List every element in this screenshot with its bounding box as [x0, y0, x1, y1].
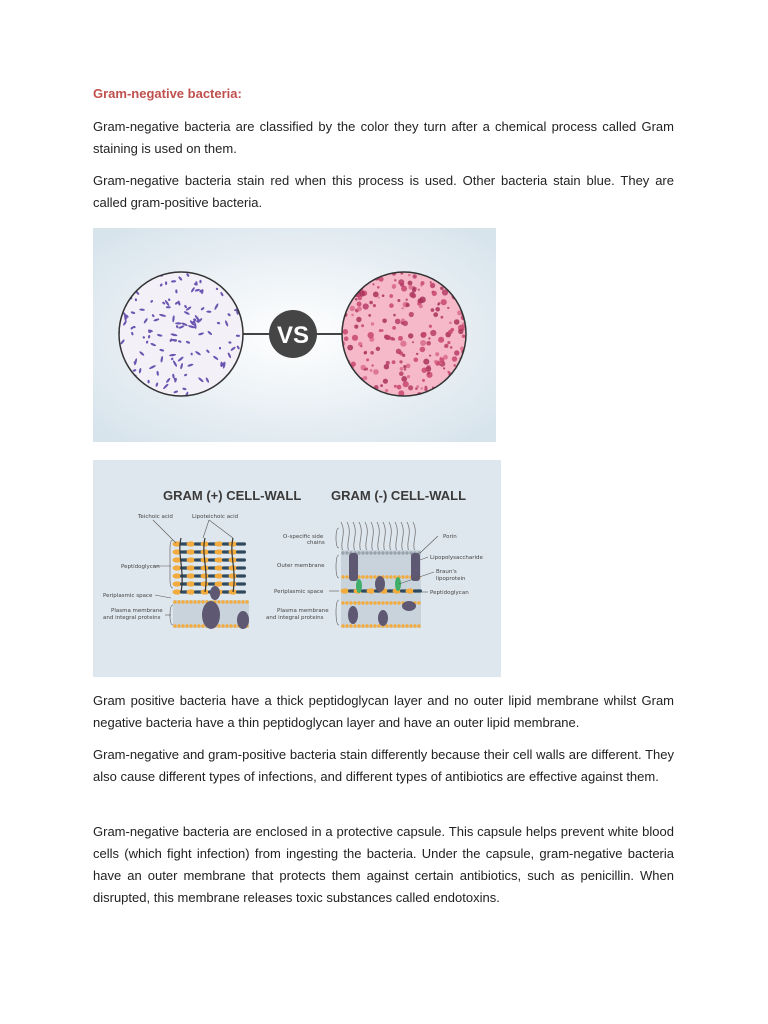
label-o-specific: O-specific side [283, 534, 324, 540]
paragraph-stain-difference: Gram-negative and gram-positive bacteria stain differently because their cell walls are different. They also cause different types of infections, and different types of antibiotics are effective against them. [93, 747, 674, 784]
paragraph-classification: Gram-negative bacteria are classified by the color they turn after a chemical process called Gram staining is used on them. [93, 119, 674, 156]
label-integral-proteins-negative: and integral proteins [266, 615, 324, 621]
label-plasma-membrane-positive: Plasma membrane [111, 608, 163, 614]
label-peptidoglycan-negative: Peptidoglycan [430, 590, 469, 596]
stain-comparison-figure [93, 228, 496, 442]
cell-wall-figure [93, 460, 501, 677]
gram-negative-title: GRAM (-) CELL-WALL [331, 488, 467, 503]
label-brauns-lipoprotein: lipoprotein [436, 576, 466, 582]
label-outer-membrane: Outer membrane [277, 563, 325, 569]
gram-positive-wall-diagram [173, 538, 250, 629]
paragraph-capsule: Gram-negative bacteria are enclosed in a protective capsule. This capsule helps prevent white blood cells (which fight infection) from ingesting the bacteria. Under the capsule, gram-negative bacteria have an outer membrane that protects them against certain antibiotics, such as penicillin. When disrupted, this membrane releases toxic substances called endotoxins. [93, 824, 674, 905]
label-periplasmic-space-positive: Periplasmic space [103, 593, 153, 599]
label-integral-proteins-positive: and integral proteins [103, 615, 161, 621]
gram-positive-title: GRAM (+) CELL-WALL [163, 488, 302, 503]
label-peptidoglycan-positive: Peptidoglycan [121, 564, 160, 570]
paragraph-stain-color: Gram-negative bacteria stain red when this process is used. Other bacteria stain blue. They are called gram-positive bacteria. [93, 173, 674, 210]
paragraph-layer-difference: Gram positive bacteria have a thick peptidoglycan layer and no outer lipid membrane whilst Gram negative bacteria have a thin peptidoglycan layer and have an outer lipid membrane. [93, 693, 674, 730]
label-plasma-membrane-negative: Plasma membrane [277, 608, 329, 614]
section-heading: Gram-negative bacteria: [93, 86, 242, 101]
label-brauns: Braun's [436, 569, 457, 575]
vs-label: VS [276, 322, 310, 349]
label-porin: Porin [443, 534, 457, 540]
label-lipoteichoic-acid: Lipoteichoic acid [192, 514, 239, 520]
label-teichoic-acid: Teichoic acid [138, 514, 173, 520]
label-lipopolysaccharide: Lipopolysaccharide [430, 555, 483, 561]
label-o-specific-chains: chains [307, 540, 325, 546]
label-periplasmic-space-negative: Periplasmic space [274, 589, 324, 595]
